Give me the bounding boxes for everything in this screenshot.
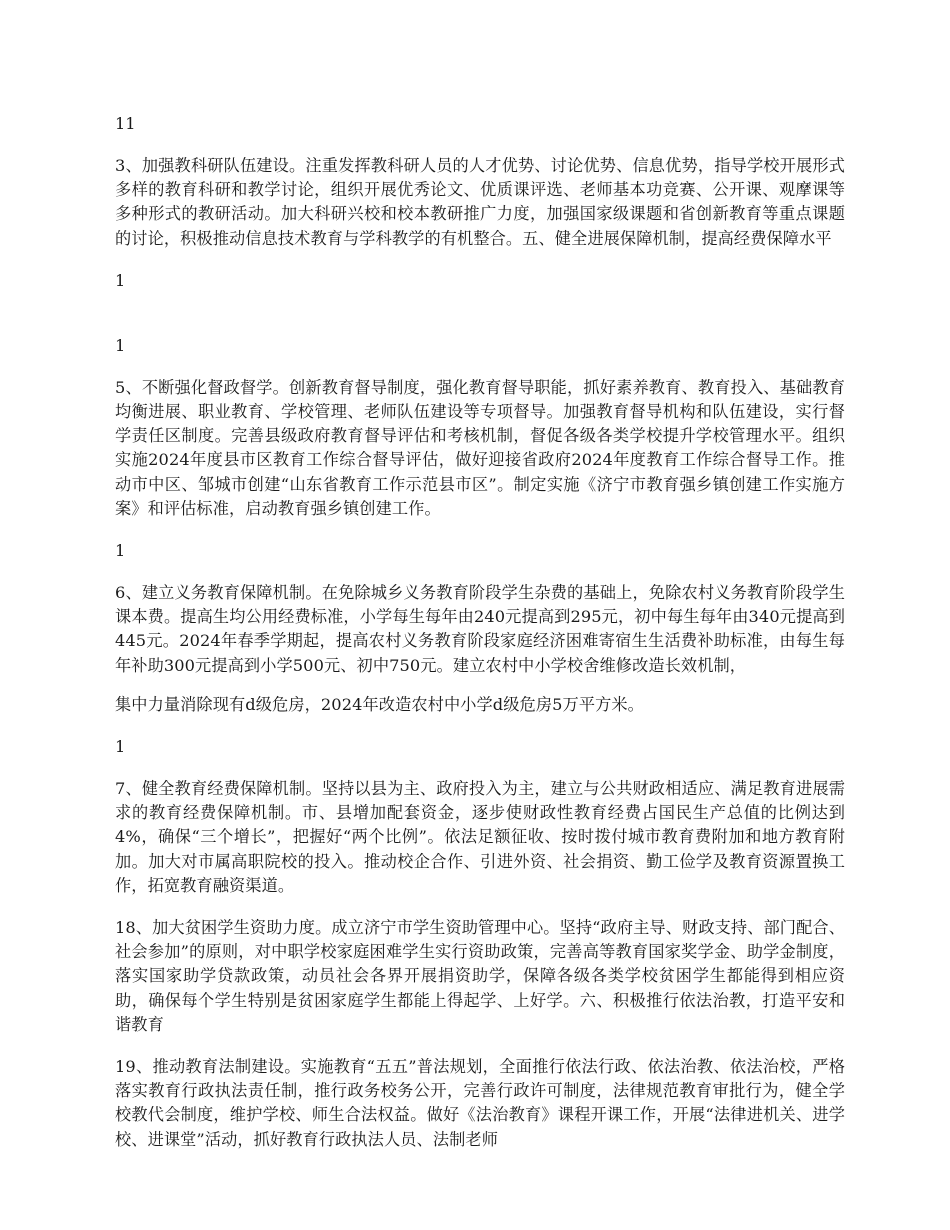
paragraph-3-research-team: 3、加强教科研队伍建设。注重发挥教科研人员的人才优势、讨论优势、信息优势，指导学校开展形式多样的教育科研和教学讨论，组织开展优秀论文、优质课评选、老师基本功竞赛、公开课、观摩课等多种形式的教研活动。加大科研兴校和校本教研推广力度，加强国家级课题和省创新教育等重点课题的讨论，积极推动信息技术教育与学科教学的有机整合。五、健全进展保障机制，提高经费保障水平 [115, 156, 845, 248]
paragraph-18-student-aid: 18、加大贫困学生资助力度。成立济宁市学生资助管理中心。坚持“政府主导、财政支持、部门配合、社会参加”的原则，对中职学校家庭困难学生实行资助政策，完善高等教育国家奖学金、助学金制度，落实国家助学贷款政策，动员社会各界开展捐资助学，保障各级各类学校贫困学生都能得到相应资助，确保每个学生特别是贫困家庭学生都能上得起学、上好学。六、积极推行依法治教，打造平安和谐教育 [115, 918, 845, 1034]
paragraph-6-compulsory-education: 6、建立义务教育保障机制。在免除城乡义务教育阶段学生杂费的基础上，免除农村义务教育阶段学生课本费。提高生均公用经费标准，小学每生每年由240元提高到295元，初中每生每年由340元提高到445元。2024年春季学期起，提高农村义务教育阶段家庭经济困难寄宿生生活费补助标准，由每生每年补助300元提高到小学500元、初中750元。建立农村中小学校舍维修改造长效机制， [115, 583, 845, 675]
page-number-marker: 1 [115, 737, 126, 757]
paragraph-19-legal-system: 19、推动教育法制建设。实施教育“五五”普法规划，全面推行依法行政、依法治教、依法治校，严格落实教育行政执法责任制，推行政务校务公开，完善行政许可制度，法律规范教育审批行为，健全学校教代会制度，维护学校、师生合法权益。做好《法治教育》课程开课工作，开展“法律进机关、进学校、进课堂”活动，抓好教育行政执法人员、法制老师 [115, 1057, 845, 1149]
page-number-marker: 1 [115, 541, 126, 561]
page-number-marker: 11 [115, 114, 136, 133]
paragraph-6-continuation: 集中力量消除现有d级危房，2024年改造农村中小学d级危房5万平方米。 [115, 694, 644, 714]
paragraph-5-supervision: 5、不断强化督政督学。创新教育督导制度，强化教育督导职能，抓好素养教育、教育投入、基础教育均衡进展、职业教育、学校管理、老师队伍建设等专项督导。加强教育督导机构和队伍建设，实行督学责任区制度。完善县级政府教育督导评估和考核机制，督促各级各类学校提升学校管理水平。组织实施2024年度县市区教育工作综合督导评估，做好迎接省政府2024年度教育工作综合督导工作。推动市中区、邹城市创建“山东省教育工作示范县市区”。制定实施《济宁市教育强乡镇创建工作实施方案》和评估标准，启动教育强乡镇创建工作。 [115, 377, 845, 518]
paragraph-7-funding: 7、健全教育经费保障机制。坚持以县为主、政府投入为主，建立与公共财政相适应、满足教育进展需求的教育经费保障机制。市、县增加配套资金，逐步使财政性教育经费占国民生产总值的比例达到4%，确保“三个增长”，把握好“两个比例”。依法足额征收、按时拨付城市教育费附加和地方教育附加。加大对市属高职院校的投入。推动校企合作、引进外资、社会捐资、勤工俭学及教育资源置换工作，拓宽教育融资渠道。 [115, 779, 845, 895]
document-page [115, 112, 845, 1152]
page-number-marker: 1 [115, 335, 126, 355]
page-number-marker: 1 [115, 270, 126, 290]
